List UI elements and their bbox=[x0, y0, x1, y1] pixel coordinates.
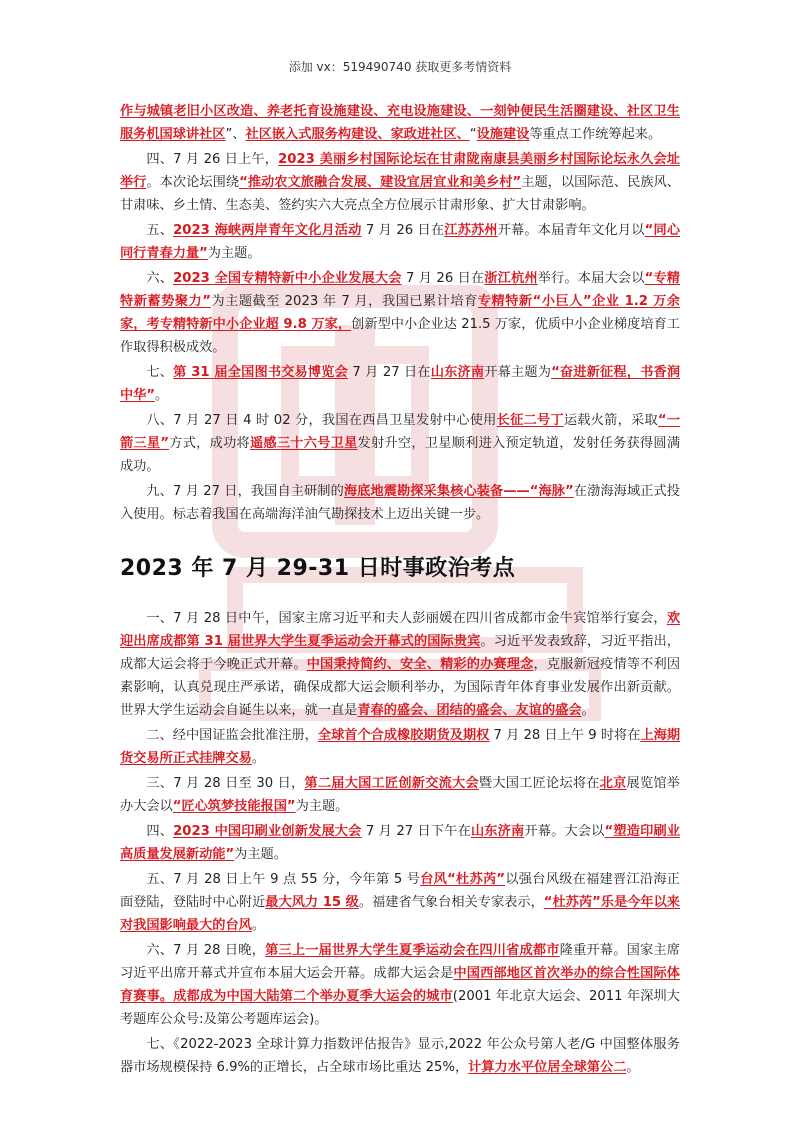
highlight-text: 社区嵌入式服务构建设、家政进社区、 bbox=[245, 127, 470, 142]
body-text: 八、7 月 27 日 4 时 02 分，我国在西昌卫星发射中心使用 bbox=[146, 413, 497, 428]
body-text: 开幕。本届青年文化月以 bbox=[497, 223, 645, 238]
body-text: 。福建省气象台相关专家表示， bbox=[358, 895, 544, 910]
body-text: 为主题。 bbox=[295, 799, 349, 814]
section-title: 2023 年 7 月 29-31 日时事政治考点 bbox=[120, 556, 516, 581]
body-text: 在渤海海域正式投入使用。标志着我国在高端海洋油气勘探技术上迈出关键一步。 bbox=[120, 484, 680, 522]
highlight-text: 第三上一届世界大学生夏季运动会在四川省成都市 bbox=[265, 943, 560, 958]
paragraph bbox=[120, 361, 680, 407]
paragraph bbox=[120, 772, 680, 818]
paragraph bbox=[120, 148, 680, 217]
paragraph bbox=[120, 868, 680, 937]
highlight-text: “匠心筑梦技能报国” bbox=[172, 799, 296, 814]
body-text: 九、7 月 27 日，我国自主研制的 bbox=[146, 484, 344, 499]
highlight-text: 中国西部地区首次举办的综合性国际体育赛事。成都成为中国大陆第二个举办夏季大运会的城市 bbox=[120, 966, 680, 1004]
body-text: 7 月 26 日在 bbox=[401, 271, 485, 286]
body-text: “ bbox=[469, 127, 477, 142]
highlight-text: 长征二号丁 bbox=[496, 413, 564, 428]
highlight-text: “同心同行青春力量” bbox=[120, 223, 681, 261]
highlight-text: 浙江杭州 bbox=[484, 271, 538, 286]
body-text: 。习近平发表致辞，习近平指出，成都大运会将于今晚正式开幕。 bbox=[120, 634, 680, 672]
highlight-text: 第 31 届全国图书交易博览会 bbox=[173, 365, 349, 380]
body-text: 七、 bbox=[146, 365, 174, 380]
highlight-text: 2023 海峡两岸青年文化月活动 bbox=[173, 223, 362, 238]
body-text: 六、7 月 28 日晚， bbox=[146, 943, 266, 958]
highlight-text: 专精特新“小巨人”企业 1.2 万余家，考专精特新中小企业超 9.8 万家， bbox=[120, 294, 680, 332]
paragraph bbox=[120, 607, 680, 722]
highlight-text: 设施建设 bbox=[476, 127, 530, 142]
body-text: 方式，成功将 bbox=[169, 436, 250, 451]
highlight-text: 遥感三十六号卫星 bbox=[249, 436, 358, 451]
body-text: 为主题。 bbox=[234, 847, 287, 862]
highlight-text: 第二届大国工匠创新交流大会 bbox=[304, 776, 479, 791]
paragraph bbox=[120, 100, 680, 146]
body-text: 展览馆举办大会以 bbox=[120, 776, 680, 814]
highlight-text: 山东济南 bbox=[470, 824, 525, 839]
highlight-text: 北京 bbox=[599, 776, 627, 791]
body-text: 隆重开幕。国家主席习近平出席开幕式并宣布本届大运会开幕。成都大运会是 bbox=[120, 943, 680, 981]
highlight-text: “推动农文旅融合发展、建设宜居宜业和美乡村” bbox=[239, 175, 522, 190]
highlight-text: 最大风力 15 级 bbox=[265, 895, 359, 910]
body-text: 创新型中小企业达 21.5 万家，优质中小企业梯度培育工作取得积极成效。 bbox=[120, 317, 680, 355]
highlight-text: 全球首个合成橡胶期货及期权 bbox=[317, 728, 490, 743]
highlight-text: “塑造印刷业高质量发展新动能” bbox=[120, 824, 681, 862]
body-text: 发射升空，卫星顺利进入预定轨道，发射任务获得圆满成功。 bbox=[120, 436, 681, 474]
highlight-text: 2023 中国印刷业创新发展大会 bbox=[173, 824, 362, 839]
paragraph bbox=[120, 219, 680, 265]
body-text: 以强台风级在福建晋江沿海正面登陆，登陆时中心附近 bbox=[120, 872, 680, 910]
body-text: 运载火箭，采取 bbox=[563, 413, 658, 428]
highlight-text: 台风“杜苏芮” bbox=[420, 872, 506, 887]
paragraph bbox=[120, 820, 680, 866]
body-text: 7 月 27 日在 bbox=[348, 365, 431, 380]
paragraph bbox=[120, 409, 680, 478]
body-text: 。 bbox=[155, 388, 169, 403]
highlight-text: 中国秉持简约、安全、精彩的办赛理念 bbox=[306, 657, 534, 672]
paragraph bbox=[120, 267, 680, 359]
body-text: 7 月 26 日在 bbox=[361, 223, 445, 238]
paragraph-group-top bbox=[120, 100, 680, 526]
highlight-text: 江苏苏州 bbox=[444, 223, 498, 238]
body-text: 。本次论坛围绕 bbox=[146, 175, 240, 190]
page-header: 添加 vx：519490740 获取更多考情资料 bbox=[288, 60, 512, 74]
highlight-text: “专精特新蓄势聚力” bbox=[120, 271, 680, 309]
body-text: (2001 年北京大运会、2011 年深圳大考题库公众号:及第公考题库运会)。 bbox=[120, 989, 680, 1027]
body-text: ”、 bbox=[225, 127, 246, 142]
body-text: 主题，以国际范、民族风、甘肃味、乡土情、生态美、签约实六大亮点全方位展示甘肃形象、扩大甘肃影响。 bbox=[120, 175, 680, 213]
highlight-text: 上海期货交易所正式挂牌交易 bbox=[120, 728, 681, 766]
highlight-text: “奋进新征程，书香润中华” bbox=[120, 365, 681, 403]
body-text: 7 月 28 日上午 9 时将在 bbox=[489, 728, 641, 743]
body-text: 开幕。大会以 bbox=[524, 824, 605, 839]
body-text: ，克服新冠疫情等不利因素影响，认真兑现庄严承诺，确保成都大运会顺利举办，为国际青年体育事业发展作出新贡献。世界大学生运动会自诞生以来，就一直是 bbox=[120, 657, 681, 718]
body-text: 。 bbox=[251, 751, 266, 766]
body-text: 暨大国工匠论坛将在 bbox=[478, 776, 600, 791]
body-text: 二、经中国证监会批准注册， bbox=[146, 728, 318, 743]
highlight-text: “一箭三星” bbox=[120, 413, 681, 451]
body-text: 七、《2022-2023 全球计算力指数评估报告》显示,2022 年公众号第人老/G 中国整体服务器市场规模保持 6.9%的正增长，占全球市场比重达 25%， bbox=[120, 1037, 680, 1075]
highlight-text: 2023 美丽乡村国际论坛在甘肃陇南康县美丽乡村国际论坛永久会址举行 bbox=[120, 152, 680, 190]
document-body bbox=[120, 100, 680, 1081]
body-text: 。 bbox=[251, 918, 266, 933]
highlight-text: 计算力水平位居全球第公二 bbox=[468, 1060, 627, 1075]
paragraph bbox=[120, 480, 680, 526]
body-text: 六、 bbox=[146, 271, 174, 286]
body-text: 开幕主题为 bbox=[484, 365, 552, 380]
body-text: 。 bbox=[626, 1060, 640, 1075]
body-text: 五、 bbox=[146, 223, 174, 238]
body-text: 三、7 月 28 日至 30 日， bbox=[146, 776, 305, 791]
body-text: 7 月 27 日下午在 bbox=[361, 824, 471, 839]
body-text: 为主题截至 2023 年 7 月，我国已累计培育 bbox=[210, 294, 478, 309]
body-text: 一、7 月 28 日中午，国家主席习近平和夫人彭丽媛在四川省成都市金牛宾馆举行宴会， bbox=[146, 611, 667, 626]
body-text: 等重点工作统筹起来。 bbox=[529, 127, 662, 142]
body-text: 四、 bbox=[146, 824, 174, 839]
highlight-text: 欢迎出席成都第 31 届世界大学生夏季运动会开幕式的国际贵宾 bbox=[120, 611, 680, 649]
paragraph bbox=[120, 1033, 680, 1079]
body-text: 五、7 月 28 日上午 9 点 55 分，今年第 5 号 bbox=[146, 872, 421, 887]
highlight-text: 海底地震勘探采集核心装备——“海脉” bbox=[343, 484, 574, 499]
body-text: 举行。本届大会以 bbox=[537, 271, 645, 286]
highlight-text: 2023 全国专精特新中小企业发展大会 bbox=[173, 271, 402, 286]
body-text: 四、7 月 26 日上午， bbox=[146, 152, 279, 167]
body-text: 。 bbox=[581, 703, 595, 718]
highlight-text: “杜苏芮”乐是今年以来对我国影响最大的台风 bbox=[120, 895, 680, 933]
body-text: 为主题。 bbox=[207, 246, 261, 261]
paragraph-group-bottom bbox=[120, 607, 680, 1079]
paragraph bbox=[120, 724, 680, 770]
highlight-text: 青春的盛会、团结的盛会、友谊的盛会 bbox=[357, 703, 582, 718]
highlight-text: 作与城镇老旧小区改造、养老托育设施建设、充电设施建设、一刻钟便民生活圈建设、社区卫生服务机国球讲社区 bbox=[120, 104, 680, 142]
paragraph bbox=[120, 939, 680, 1031]
highlight-text: 山东济南 bbox=[430, 365, 485, 380]
